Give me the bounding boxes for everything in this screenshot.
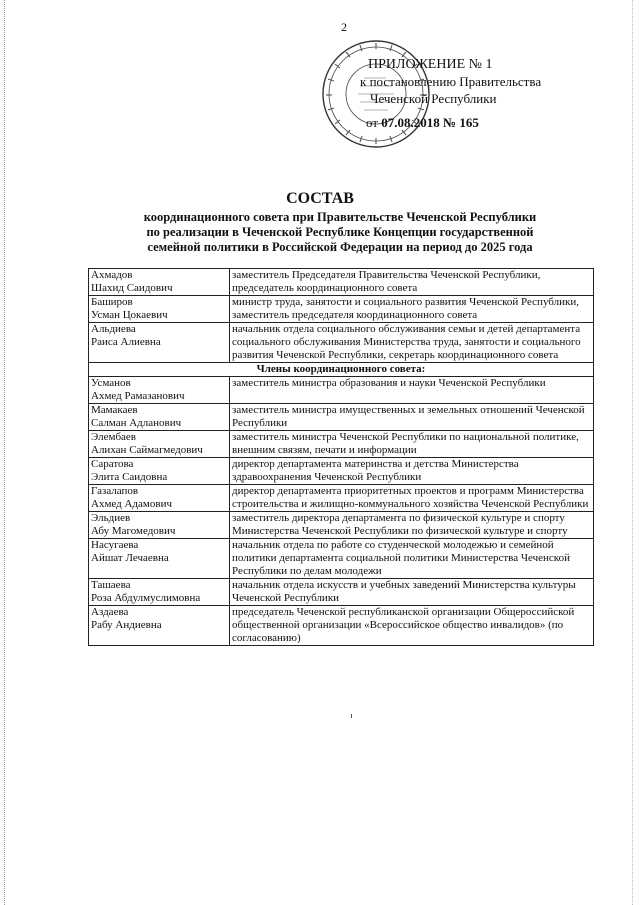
member-name-cell	[89, 269, 230, 296]
council-members-table	[88, 268, 594, 646]
table-row	[89, 431, 594, 458]
table-row	[89, 539, 594, 579]
member-given-name: Ахмед Рамазанович	[91, 390, 185, 402]
member-surname: Элембаев	[91, 431, 137, 443]
member-given-name: Алихан Саймагмедович	[91, 444, 203, 456]
member-given-name: Айшат Лечаевна	[91, 552, 169, 564]
subtitle-line: семейной политики в Российской Федерации на период до 2025 года	[147, 240, 533, 254]
member-surname: Ташаева	[91, 579, 131, 591]
document-title: СОСТАВ	[286, 190, 354, 207]
table-row	[89, 377, 594, 404]
table-row	[89, 404, 594, 431]
member-name-cell	[89, 539, 230, 579]
table-row	[89, 323, 594, 363]
member-given-name: Абу Магомедович	[91, 525, 176, 537]
member-surname: Аздаева	[91, 606, 129, 618]
scan-speck	[351, 714, 352, 718]
appendix-label: ПРИЛОЖЕНИЕ № 1	[368, 57, 493, 72]
appendix-reference	[356, 56, 626, 131]
member-surname: Газалапов	[91, 485, 139, 497]
table-row	[89, 458, 594, 485]
member-surname: Эльдиев	[91, 512, 131, 524]
member-name-cell	[89, 296, 230, 323]
member-surname: Мамакаев	[91, 404, 138, 416]
appendix-date-line	[356, 114, 626, 131]
member-given-name: Ахмед Адамович	[91, 498, 172, 510]
member-position: директор департамента приоритетных проектов и программ Министерства строительства и жилищно-коммунального хозяйства Чеченской Республики	[230, 485, 594, 512]
member-given-name: Раиса Алиевна	[91, 336, 161, 348]
member-position: министр труда, занятости и социального развития Чеченской Республики, заместитель председателя координационного совета	[230, 296, 594, 323]
member-surname: Усманов	[91, 377, 131, 389]
member-position: заместитель министра образования и науки Чеченской Республики	[230, 377, 594, 404]
appendix-date-prefix: от	[366, 115, 382, 130]
member-given-name: Рабу Андиевна	[91, 619, 162, 631]
member-given-name: Шахид Саидович	[91, 282, 173, 294]
document-subtitle	[100, 210, 580, 255]
subtitle-line: координационного совета при Правительстве Чеченской Республики	[143, 210, 537, 224]
member-position: заместитель министра имущественных и земельных отношений Чеченской Республики	[230, 404, 594, 431]
table-row	[89, 579, 594, 606]
member-name-cell	[89, 579, 230, 606]
member-position: заместитель Председателя Правительства Чеченской Республики, председатель координационного совета	[230, 269, 594, 296]
member-position: начальник отдела искусств и учебных заведений Министерства культуры Чеченской Республики	[230, 579, 594, 606]
member-given-name: Усман Цокаевич	[91, 309, 168, 321]
appendix-decree-line: к постановлению Правительства	[360, 74, 542, 89]
member-position: заместитель министра Чеченской Республики по национальной политике, внешним связям, печати и информации	[230, 431, 594, 458]
scan-right-edge	[632, 0, 634, 905]
appendix-republic-line: Чеченской Республики	[370, 91, 497, 106]
member-name-cell	[89, 431, 230, 458]
member-given-name: Элита Саидовна	[91, 471, 168, 483]
table-row	[89, 485, 594, 512]
member-position: директор департамента материнства и детства Министерства здравоохранения Чеченской Республики	[230, 458, 594, 485]
member-surname: Насугаева	[91, 539, 139, 551]
member-name-cell	[89, 323, 230, 363]
subtitle-line: по реализации в Чеченской Республике Концепции государственной	[146, 225, 534, 239]
member-name-cell	[89, 485, 230, 512]
member-position: начальник отдела социального обслуживания семьи и детей департамента социального обслуживания Министерства труда, занятости и социального развития Чеченской Республики, секретарь координационного совета	[230, 323, 594, 363]
member-surname: Баширов	[91, 296, 133, 308]
member-surname: Альдиева	[91, 323, 136, 335]
table-row	[89, 512, 594, 539]
member-position: председатель Чеченской республиканской организации Общероссийской общественной организации «Всероссийское общество инвалидов» (по согласованию)	[230, 606, 594, 646]
member-position: начальник отдела по работе со студенческой молодежью и семейной политики департамента социальной политики Министерства Чеченской Республики по делам молодежи	[230, 539, 594, 579]
member-name-cell	[89, 404, 230, 431]
member-name-cell	[89, 606, 230, 646]
member-given-name: Роза Абдулмуслимовна	[91, 592, 201, 604]
scan-left-edge	[4, 0, 6, 905]
table-row	[89, 606, 594, 646]
appendix-number: № 165	[439, 115, 479, 130]
section-heading-row	[89, 363, 594, 377]
member-name-cell	[89, 377, 230, 404]
member-name-cell	[89, 512, 230, 539]
member-surname: Саратова	[91, 458, 134, 470]
member-position: заместитель директора департамента по физической культуре и спорту Министерства Чеченской Республики по физической культуре и спорту	[230, 512, 594, 539]
member-surname: Ахмадов	[91, 269, 133, 281]
member-name-cell	[89, 458, 230, 485]
table-row	[89, 269, 594, 296]
member-given-name: Салман Адланович	[91, 417, 182, 429]
appendix-date: 07.08.2018	[381, 115, 440, 130]
page-number: 2	[341, 20, 347, 34]
table-row	[89, 296, 594, 323]
members-section-heading: Члены координационного совета:	[89, 363, 594, 377]
